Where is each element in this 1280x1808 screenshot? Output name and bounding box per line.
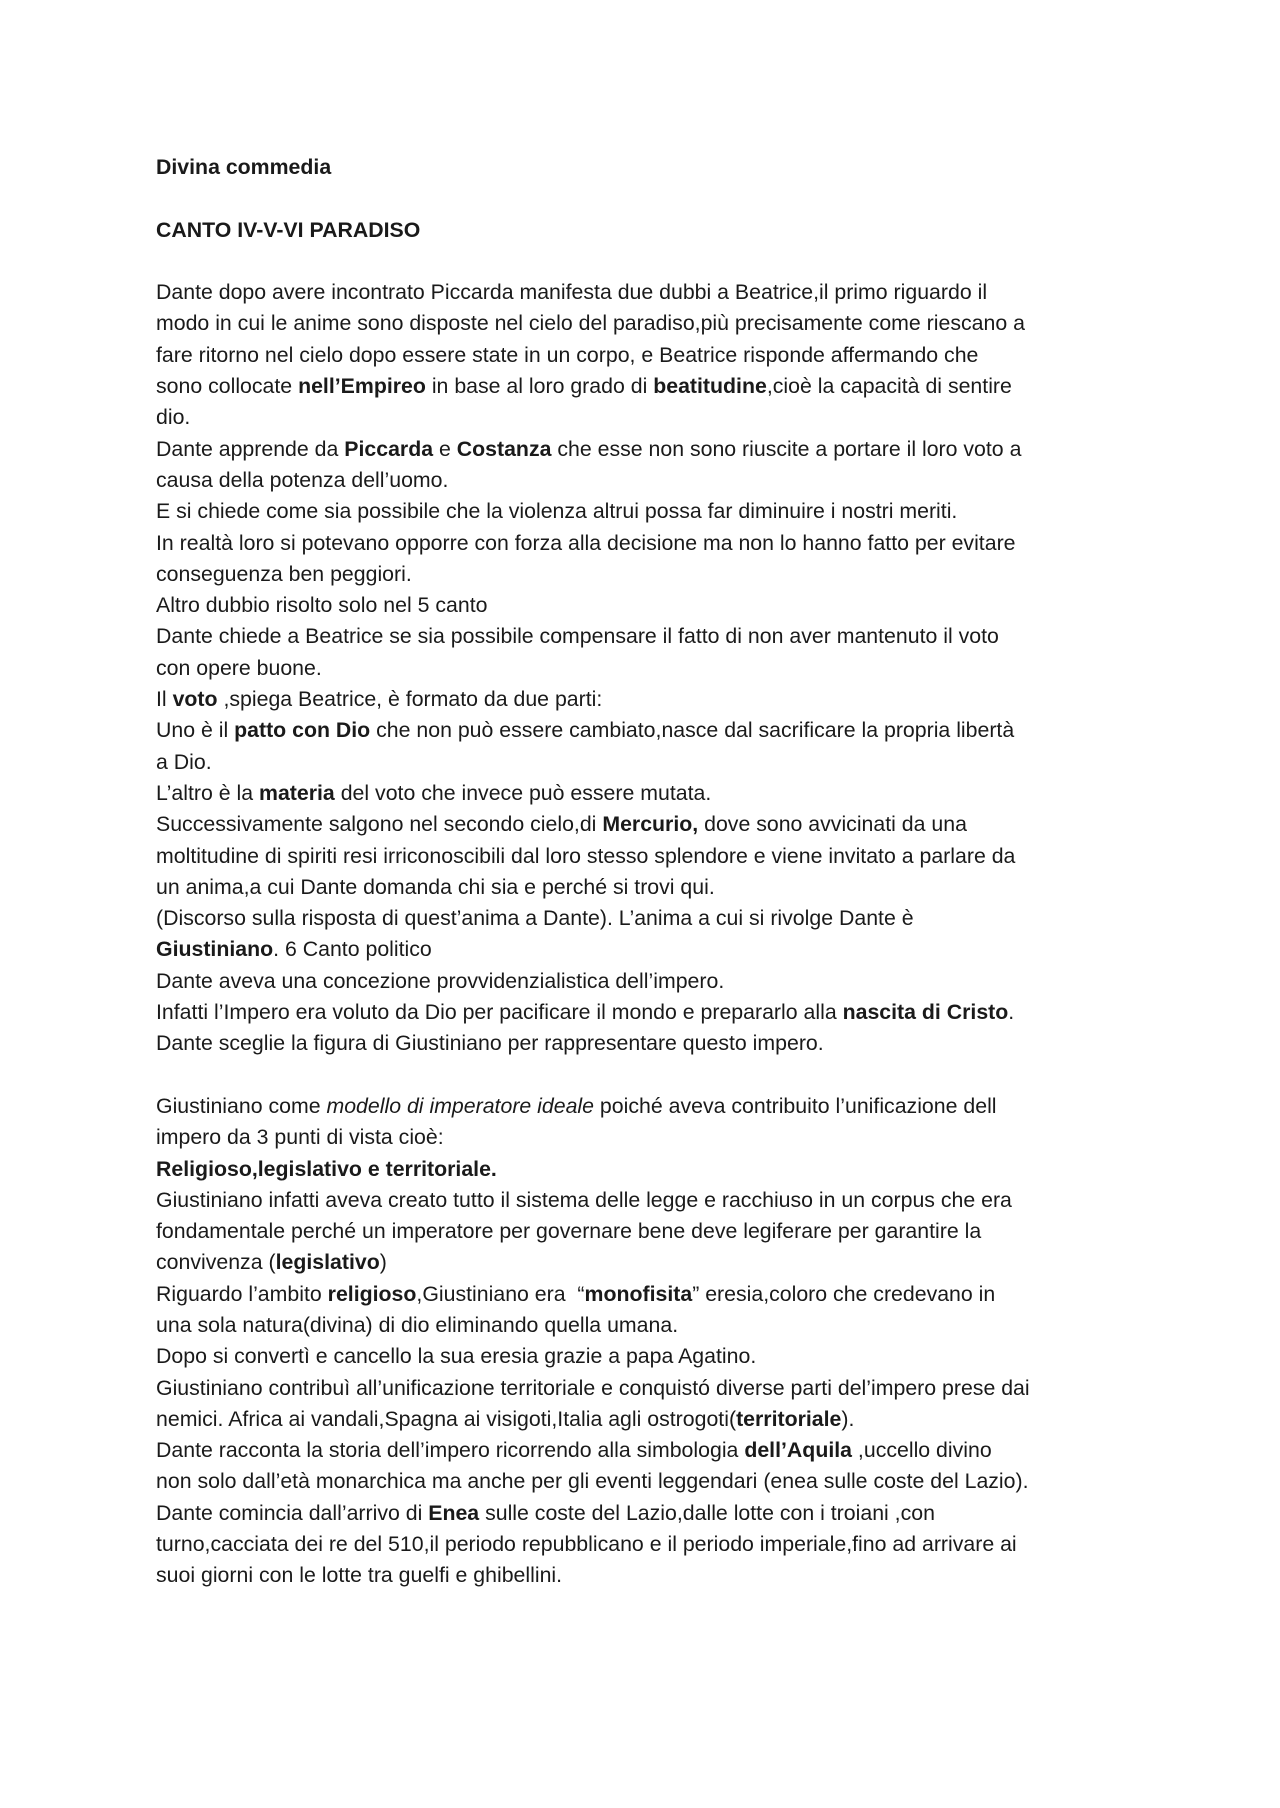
text-line — [156, 653, 1156, 684]
text-line — [156, 1216, 1156, 1247]
text-span: suoi giorni con le lotte tra guelfi e ghibellini. — [156, 1563, 563, 1588]
text-span: sulle coste del Lazio,dalle lotte con i troiani ,con — [479, 1500, 935, 1525]
document-page — [156, 152, 1156, 1592]
bold-term: monofisita — [584, 1281, 693, 1306]
text-span: non solo dall’età monarchica ma anche per gli eventi leggendari (enea sulle coste del Lazio). — [156, 1469, 1029, 1494]
text-span: ). — [841, 1406, 855, 1431]
text-line — [156, 496, 1156, 527]
text-line — [156, 1404, 1156, 1435]
text-span: fare ritorno nel cielo dopo essere state in un corpo, e Beatrice risponde affermando che — [156, 342, 979, 367]
text-line — [156, 747, 1156, 778]
bold-term: nascita di Cristo — [842, 1000, 1009, 1025]
section-canto-iv-v — [156, 277, 1156, 1059]
text-span: convivenza ( — [156, 1250, 276, 1275]
text-span: una sola natura(divina) di dio eliminando quella umana. — [156, 1312, 679, 1337]
document-title: Divina commedia — [156, 155, 332, 179]
text-span: In realtà loro si potevano opporre con forza alla decisione ma non lo hanno fatto per evitare — [156, 530, 1016, 555]
text-line — [156, 402, 1156, 433]
text-span: ,Giustiniano era “ — [416, 1281, 585, 1306]
text-span: Dante sceglie la figura di Giustiniano per rappresentare questo impero. — [156, 1031, 824, 1056]
text-line — [156, 966, 1156, 997]
bold-term: materia — [259, 780, 335, 805]
bold-term: Costanza — [456, 436, 552, 461]
text-span: Successivamente salgono nel secondo cielo,di — [156, 812, 603, 837]
text-line — [156, 528, 1156, 559]
text-span: E si chiede come sia possibile che la violenza altrui possa far diminuire i nostri meriti. — [156, 499, 958, 524]
text-line — [156, 1466, 1156, 1497]
text-span: in base al loro grado di — [425, 374, 654, 399]
text-line — [156, 934, 1156, 965]
text-span: un anima,a cui Dante domanda chi sia e perché si trovi qui. — [156, 874, 715, 899]
text-span: L’altro è la — [156, 780, 260, 805]
text-line — [156, 1435, 1156, 1466]
text-line — [156, 872, 1156, 903]
text-line — [156, 465, 1156, 496]
text-span: ,spiega Beatrice, è formato da due parti: — [217, 687, 603, 712]
text-span: conseguenza ben peggiori. — [156, 561, 412, 586]
text-line — [156, 1122, 1156, 1153]
text-line — [156, 715, 1156, 746]
bold-term: dell’Aquila — [744, 1438, 853, 1463]
text-line — [156, 434, 1156, 465]
text-span: turno,cacciata dei re del 510,il periodo repubblicano e il periodo imperiale,fino ad arrivare ai — [156, 1532, 1017, 1557]
text-line — [156, 1373, 1156, 1404]
text-span: Il — [156, 687, 173, 712]
bold-term: voto — [172, 687, 218, 712]
text-span: impero da 3 punti di vista cioè: — [156, 1125, 444, 1150]
text-span: Dante dopo avere incontrato Piccarda manifesta due dubbi a Beatrice,il primo riguardo il — [156, 280, 988, 305]
text-span: Infatti l’Impero era voluto da Dio per pacificare il mondo e prepararlo alla — [156, 1000, 843, 1025]
bold-term: Mercurio, — [602, 812, 699, 837]
text-span: Dante aveva una concezione provvidenzialistica dell’impero. — [156, 968, 725, 993]
text-line — [156, 1529, 1156, 1560]
text-span: poiché aveva contribuito l’unificazione dell — [594, 1093, 997, 1118]
text-span: e — [433, 436, 457, 461]
text-span: ” eresia,coloro che credevano in — [692, 1281, 996, 1306]
text-span: modo in cui le anime sono disposte nel cielo del paradiso,più precisamente come riescano a — [156, 311, 1025, 336]
text-span: Uno è il — [156, 718, 235, 743]
text-span: ,cioè la capacità di sentire — [766, 374, 1012, 399]
text-line — [156, 590, 1156, 621]
text-span: ,uccello divino — [852, 1438, 992, 1463]
bold-term: legislativo — [275, 1250, 380, 1275]
bold-term: territoriale — [736, 1406, 842, 1431]
text-span: Dopo si convertì e cancello la sua eresia grazie a papa Agatino. — [156, 1344, 757, 1369]
text-span: Altro dubbio risolto solo nel 5 canto — [156, 593, 488, 618]
bold-term: patto con Dio — [234, 718, 371, 743]
italic-term: modello di imperatore ideale — [326, 1093, 595, 1118]
bold-term: religioso — [327, 1281, 417, 1306]
text-line — [156, 308, 1156, 339]
bold-term: Enea — [428, 1500, 480, 1525]
text-line — [156, 1185, 1156, 1216]
text-span: Giustiniano come — [156, 1093, 327, 1118]
text-span: . — [1008, 1000, 1015, 1025]
text-span: che esse non sono riuscite a portare il loro voto a — [551, 436, 1022, 461]
text-line — [156, 841, 1156, 872]
text-span: causa della potenza dell’uomo. — [156, 467, 449, 492]
text-line — [156, 684, 1156, 715]
text-span: fondamentale perché un imperatore per governare bene deve legiferare per garantire la — [156, 1219, 982, 1244]
text-span: del voto che invece può essere mutata. — [334, 780, 712, 805]
text-line — [156, 903, 1156, 934]
text-span: Dante racconta la storia dell’impero ricorrendo alla simbologia — [156, 1438, 745, 1463]
text-line — [156, 340, 1156, 371]
text-line — [156, 1341, 1156, 1372]
text-line — [156, 997, 1156, 1028]
text-line — [156, 277, 1156, 308]
text-span: Giustiniano contribuì all’unificazione territoriale e conquistó diverse parti del’impero prese dai — [156, 1375, 1030, 1400]
text-line — [156, 1560, 1156, 1591]
text-line — [156, 1091, 1156, 1122]
section-giustiniano — [156, 1091, 1156, 1592]
text-span: moltitudine di spiriti resi irriconoscibili dal loro stesso splendore e viene invitato a parlare da — [156, 843, 1016, 868]
text-span: Riguardo l’ambito — [156, 1281, 328, 1306]
text-line — [156, 371, 1156, 402]
text-span: Dante comincia dall’arrivo di — [156, 1500, 429, 1525]
text-span: Dante apprende da — [156, 436, 345, 461]
text-span: con opere buone. — [156, 655, 322, 680]
document-subtitle: CANTO IV-V-VI PARADISO — [156, 217, 421, 242]
text-span: (Discorso sulla risposta di quest’anima a Dante). L’anima a cui si rivolge Dante è — [156, 906, 914, 931]
text-span: sono collocate — [156, 374, 299, 399]
text-line — [156, 621, 1156, 652]
text-line — [156, 559, 1156, 590]
bold-term: beatitudine — [653, 374, 767, 399]
text-line — [156, 1247, 1156, 1278]
bold-term: Religioso,legislativo e territoriale. — [156, 1156, 497, 1181]
text-line — [156, 778, 1156, 809]
text-line — [156, 809, 1156, 840]
text-line — [156, 1310, 1156, 1341]
text-span: Dante chiede a Beatrice se sia possibile compensare il fatto di non aver mantenuto il voto — [156, 624, 999, 649]
bold-term: nell’Empireo — [298, 374, 426, 399]
paragraph-gap — [156, 1060, 1156, 1091]
text-span: Giustiniano infatti aveva creato tutto il sistema delle legge e racchiuso in un corpus che era — [156, 1187, 1012, 1212]
text-span: nemici. Africa ai vandali,Spagna ai visigoti,Italia agli ostrogoti( — [156, 1406, 737, 1431]
text-span: dove sono avvicinati da una — [698, 812, 967, 837]
text-line — [156, 1279, 1156, 1310]
text-span: che non può essere cambiato,nasce dal sacrificare la propria libertà — [370, 718, 1015, 743]
text-span: ) — [379, 1250, 387, 1275]
text-span: dio. — [156, 405, 191, 430]
text-span: a Dio. — [156, 749, 212, 774]
text-span: . 6 Canto politico — [273, 937, 432, 962]
text-line — [156, 1498, 1156, 1529]
text-line — [156, 1154, 1156, 1185]
text-line — [156, 1028, 1156, 1059]
bold-term: Piccarda — [344, 436, 434, 461]
bold-term: Giustiniano — [156, 937, 274, 962]
